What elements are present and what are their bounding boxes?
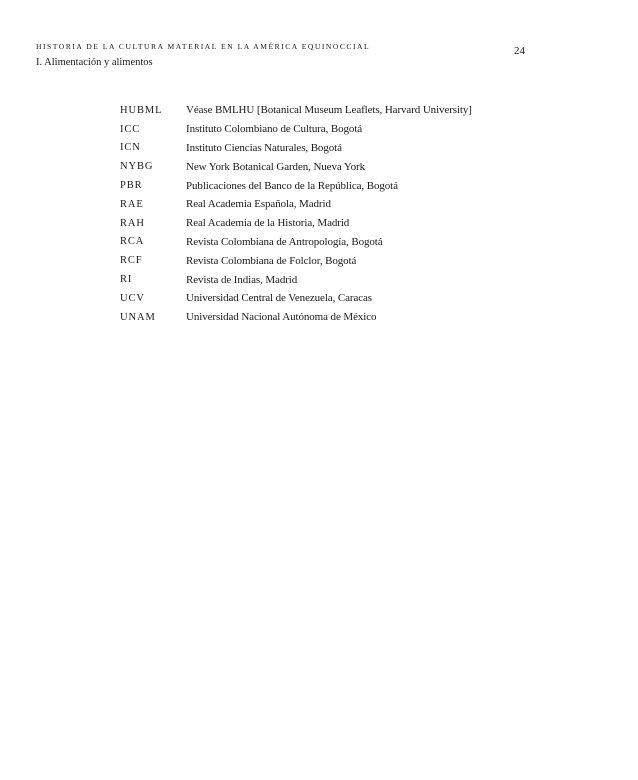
abbreviation-row xyxy=(120,251,520,270)
abbreviation-expansion: Revista de Indias, Madrid xyxy=(186,273,298,286)
abbreviation: RCF xyxy=(120,255,143,267)
abbreviation-expansion: Publicaciones del Banco de la República, Bogotá xyxy=(186,179,398,192)
abbreviation: HUBML xyxy=(120,104,163,116)
page-number: 24 xyxy=(514,45,525,57)
abbreviation-expansion: Revista Colombiana de Antropología, Bogotá xyxy=(186,235,383,248)
abbreviation-row xyxy=(120,289,520,308)
abbreviation-row xyxy=(120,120,520,139)
abbreviation-row xyxy=(120,214,520,233)
abbreviation: RCA xyxy=(120,236,145,248)
abbreviation-expansion: Universidad Central de Venezuela, Caracas xyxy=(186,292,372,305)
abbreviation-row xyxy=(120,176,520,195)
abbreviation: UNAM xyxy=(120,311,156,323)
abbreviation-row xyxy=(120,101,520,120)
abbreviation-expansion: Revista Colombiana de Folclor, Bogotá xyxy=(186,254,357,267)
abbreviation-expansion: Real Academia de la Historia, Madrid xyxy=(186,217,350,230)
section-title: I. Alimentación y alimentos xyxy=(36,57,153,68)
abbreviation: NYBG xyxy=(120,161,154,173)
abbreviation-row xyxy=(120,139,520,158)
abbreviation-list xyxy=(120,101,520,327)
abbreviation-expansion: Universidad Nacional Autónoma de México xyxy=(186,311,377,324)
abbreviation-expansion: New York Botanical Garden, Nueva York xyxy=(186,160,365,173)
abbreviation-row xyxy=(120,233,520,252)
abbreviation: ICN xyxy=(120,142,141,154)
abbreviation-expansion: Instituto Colombiano de Cultura, Bogotá xyxy=(186,123,363,136)
abbreviation-expansion: Real Academia Española, Madrid xyxy=(186,198,331,211)
abbreviation: RAE xyxy=(120,198,144,210)
abbreviation: UCV xyxy=(120,292,145,304)
abbreviation: RI xyxy=(120,274,133,286)
running-head xyxy=(36,41,496,70)
book-title: HISTORIA DE LA CULTURA MATERIAL EN LA AMÉRICA EQUINOCCIAL xyxy=(36,42,371,51)
abbreviation-row xyxy=(120,157,520,176)
abbreviation: ICC xyxy=(120,123,141,135)
abbreviation-row xyxy=(120,308,520,327)
abbreviation: PBR xyxy=(120,180,143,192)
abbreviation-expansion: Véase BMLHU [Botanical Museum Leaflets, Harvard University] xyxy=(186,104,472,117)
abbreviation-row xyxy=(120,195,520,214)
abbreviation: RAH xyxy=(120,217,145,229)
abbreviation-expansion: Instituto Ciencias Naturales, Bogotá xyxy=(186,141,342,154)
abbreviation-row xyxy=(120,270,520,289)
